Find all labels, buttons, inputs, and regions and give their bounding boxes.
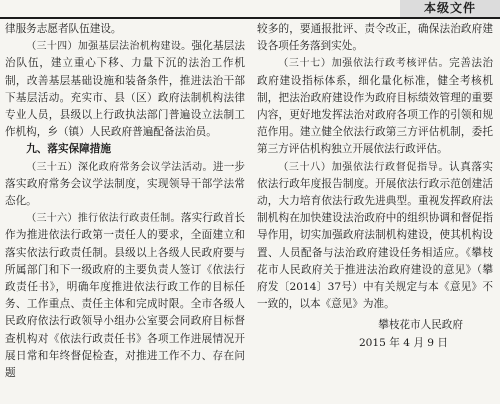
paragraph-continuation: 较多的，要通报批评、责令改正，确保法治政府建设各项任务落到实处。 — [257, 23, 493, 53]
article-heading: （三十六）推行依法行政责任制。 — [26, 213, 181, 225]
signature-block — [257, 317, 493, 351]
section-tag: 本级文件 — [400, 0, 500, 17]
article-body: 落实行政首长作为推进依法行政第一责任人的要求，全面建立和落实依法行政责任制。县级以上各级人民政府要与所属部门和下一级政府的主要负责人签订《依法行政责任书》，明确年度推进依法行政工作的目标任务、工作重点、责任主体和完成时限。全市各级人民政府依法行政领导小组办公室要会同政府目标督查机构对《依法行政责任书》各项工作进展情况开展日常和年终督促检查，对推进工作不力、存在问题 — [5, 212, 245, 380]
article-34 — [5, 38, 245, 141]
header-rule — [0, 17, 500, 19]
left-column — [5, 21, 245, 382]
article-35 — [5, 159, 245, 211]
article-heading: （三十八）加强依法行政督促指导。 — [278, 161, 450, 173]
issuing-organization: 攀枝花市人民政府 — [378, 319, 463, 332]
article-37 — [257, 55, 493, 158]
paragraph-continuation: 律服务志愿者队伍建设。 — [5, 23, 122, 35]
section-heading: 九、落实保障措施 — [26, 143, 111, 156]
article-38 — [257, 159, 493, 314]
article-heading: （三十七）加强依法行政考核评估。 — [278, 58, 450, 70]
article-36 — [5, 210, 245, 382]
right-column — [257, 21, 493, 352]
article-heading: （三十五）深化政府常务会议学法活动。 — [26, 161, 213, 173]
article-body: 进一步落实政府常务会议学法制度，实现领导干部学法常态化。 — [5, 160, 245, 208]
issue-date: 2015 年 4 月 9 日 — [358, 336, 448, 349]
article-body: 完善法治政府建设指标体系，细化量化标准，健全考核机制，把法治政府建设作为政府目标绩效管理的重要内容，更好地发挥法治对政府各项工作的引领和规范作用。建立健全依法行政第三方评估机制，委托第三方评估机构独立开展依法行政评估。 — [257, 57, 494, 156]
article-heading: （三十四）加强基层法治机构建设。 — [26, 41, 192, 53]
article-body: 认真落实依法行政年度报告制度。开展依法行政示范创建活动，大力培育依法行政先进典型。重视发挥政府法制机构在加快建设法治政府中的组织协调和督促指导作用，切实加强政府法制机构建设，使其机构设置、人员配备与法治政府建设任务相适应。《攀枝花市人民政府关于推进法治政府建设的意见》（攀府发〔2014〕37号）中有关规定与本《意见》不一致的，以本《意见》为准。 — [257, 160, 494, 311]
article-body: 强化基层法治队伍，建立重心下移、力量下沉的法治工作机制，改善基层基础设施和装备条件，推进法治干部下基层活动。充实市、县（区）政府法制机构法律专业人员，县级以上行政执法部门普遍设立法制工作机构，乡（镇）人民政府普遍配备法治员。 — [5, 40, 245, 139]
